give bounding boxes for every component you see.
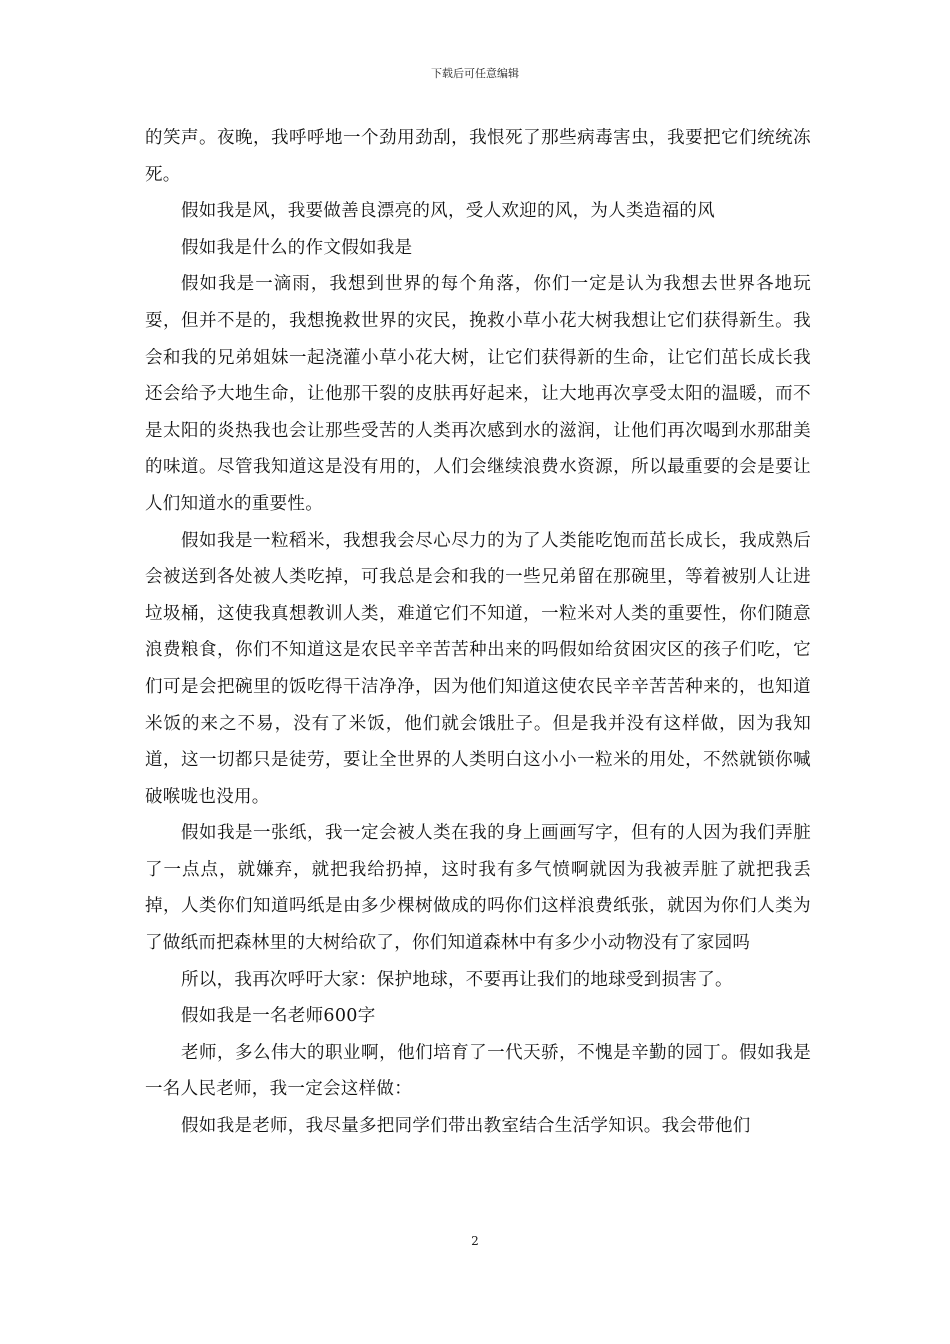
paragraph: 假如我是一张纸，我一定会被人类在我的身上画画写字，但有的人因为我们弄脏了一点点，就嫌弃，就把我给扔掉，这时我有多气愤啊就因为我被弄脏了就把我丢掉，人类你们知道吗纸是由多少棵树做成的吗你们这样浪费纸张，就因为你们人类为了做纸而把森林里的大树给砍了，你们知道森林中有多少小动物没有了家园吗 [145, 823, 811, 954]
page-header: 下载后可任意编辑 [431, 67, 519, 80]
section-title: 假如我是一名老师600字 [181, 1006, 376, 1027]
paragraph: 假如我是老师，我尽量多把同学们带出教室结合生活学知识。我会带他们 [181, 1116, 751, 1137]
paragraph: 假如我是一滴雨，我想到世界的每个角落，你们一定是认为我想去世界各地玩耍，但并不是的，我想挽救世界的灾民，挽救小草小花大树我想让它们获得新生。我会和我的兄弟姐妹一起浇灌小草小花大树，让它们获得新的生命，让它们茁长成长我还会给予大地生命，让他那干裂的皮肤再好起来，让大地再次享受太阳的温暖，而不是太阳的炎热我也会让那些受苦的人类再次感到水的滋润，让他们再次喝到水那甜美的味道。尽管我知道这是没有用的，人们会继续浪费水资源，所以最重要的会是要让人们知道水的重要性。 [145, 274, 811, 514]
page-number: 2 [471, 1234, 479, 1248]
paragraph: 的笑声。夜晚，我呼呼地一个劲用劲刮，我恨死了那些病毒害虫，我要把它们统统冻死。 [145, 128, 811, 185]
paragraph: 假如我是一粒稻米，我想我会尽心尽力的为了人类能吃饱而茁长成长，我成熟后会被送到各处被人类吃掉，可我总是会和我的一些兄弟留在那碗里，等着被别人让进垃圾桶，这使我真想教训人类，难道它们不知道，一粒米对人类的重要性，你们随意浪费粮食，你们不知道这是农民辛辛苦苦种出来的吗假如给贫困灾区的孩子们吃，它们可是会把碗里的饭吃得干洁净净，因为他们知道这使农民辛辛苦苦种来的，也知道米饭的来之不易，没有了米饭，他们就会饿肚子。但是我并没有这样做，因为我知道，这一切都只是徒劳，要让全世界的人类明白这小小一粒米的用处，不然就锁你喊破喉咙也没用。 [145, 530, 811, 807]
paragraph: 老师，多么伟大的职业啊，他们培育了一代天骄，不愧是辛勤的园丁。假如我是一名人民老师，我一定会这样做： [145, 1042, 811, 1100]
paragraph: 所以，我再次呼吁大家：保护地球，不要再让我们的地球受到损害了。 [181, 969, 733, 990]
section-title: 假如我是什么的作文假如我是 [181, 237, 413, 258]
document-body [145, 120, 811, 1145]
paragraph: 假如我是风，我要做善良漂亮的风，受人欢迎的风，为人类造福的风 [181, 201, 715, 222]
